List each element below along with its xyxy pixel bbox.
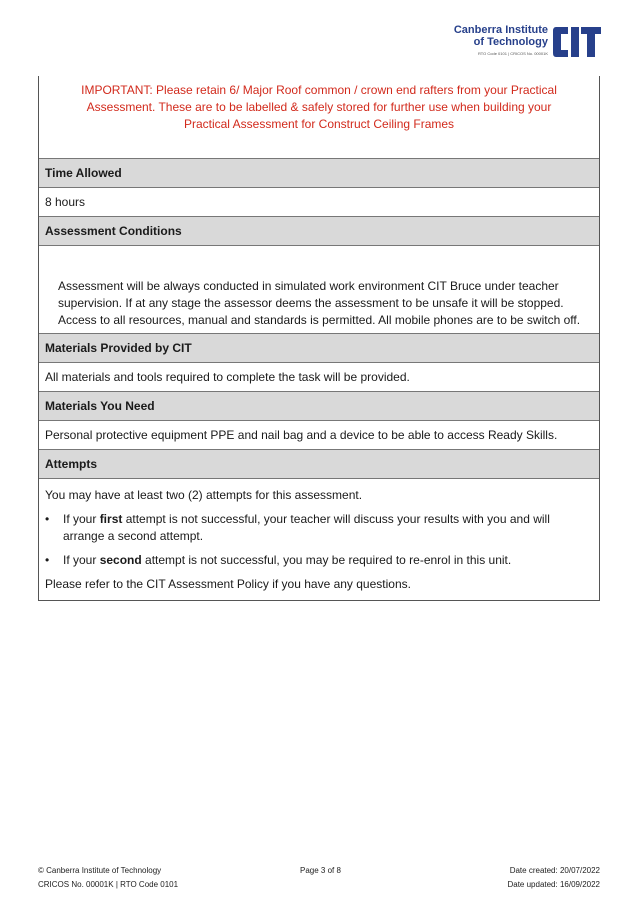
attempts-body <box>39 478 599 600</box>
important-line-2: Assessment. These are to be labelled & safely stored for further use when building your <box>86 100 552 114</box>
attempts-intro: You may have at least two (2) attempts for this assessment. <box>45 488 363 502</box>
conditions-line-3: Access to all resources, manual and standards is permitted. All mobile phones are to be switch off. <box>58 313 581 327</box>
conditions-line-1: Assessment will be always conducted in simulated work environment CIT Bruce under teacher <box>58 279 559 293</box>
materials-needed-value: Personal protective equipment PPE and nail bag and a device to be able to access Ready Skills. <box>39 420 599 449</box>
logo-text <box>448 24 548 57</box>
bullet-1-pre: If your <box>63 512 100 526</box>
list-item <box>45 552 593 569</box>
time-allowed-value: 8 hours <box>39 187 599 216</box>
bullet-2-post: attempt is not successful, you may be required to re-enrol in this unit. <box>141 553 512 567</box>
footer-date-created: Date created: 20/07/2022 <box>509 866 600 875</box>
assessment-info-table <box>38 76 600 601</box>
logo-name-line1: Canberra Institute <box>453 24 548 36</box>
footer-date-updated: Date updated: 16/09/2022 <box>507 880 600 889</box>
important-line-1: IMPORTANT: Please retain 6/ Major Roof common / crown end rafters from your Practical <box>81 83 557 97</box>
bullet-2-pre: If your <box>63 553 100 567</box>
conditions-line-2: supervision. If at any stage the assessor deems the assessment to be unsafe it will be stopped. <box>58 296 564 310</box>
bullet-icon: • <box>45 553 50 567</box>
bullet-2-keyword: second <box>99 553 142 567</box>
bullet-icon: • <box>45 512 50 526</box>
cit-logo <box>448 22 602 62</box>
materials-needed-header: Materials You Need <box>39 391 599 420</box>
footer-copyright: © Canberra Institute of Technology <box>38 866 162 875</box>
important-line-3: Practical Assessment for Construct Ceiling Frames <box>183 117 455 131</box>
footer-cricos: CRICOS No. 00001K | RTO Code 0101 <box>38 880 179 889</box>
assessment-conditions-body <box>39 245 599 333</box>
materials-provided-value: All materials and tools required to complete the task will be provided. <box>39 362 599 391</box>
cit-logo-mark-icon <box>552 25 602 59</box>
bullet-1-keyword: first <box>99 512 123 526</box>
logo-name-line2: of Technology <box>473 36 548 48</box>
bullet-1-post: attempt is not successful, your teacher will discuss your results with you and will arrange a second attempt. <box>63 512 550 543</box>
assessment-conditions-header: Assessment Conditions <box>39 216 599 245</box>
attempts-outro: Please refer to the CIT Assessment Policy if you have any questions. <box>45 577 411 591</box>
list-item <box>45 511 593 545</box>
logo-small-text: RTO Code 0101 | CRICOS No. 00001K <box>477 51 548 56</box>
important-notice <box>39 76 599 158</box>
time-allowed-header: Time Allowed <box>39 158 599 187</box>
footer-page-number: Page 3 of 8 <box>300 866 341 875</box>
materials-provided-header: Materials Provided by CIT <box>39 333 599 362</box>
attempts-header: Attempts <box>39 449 599 478</box>
